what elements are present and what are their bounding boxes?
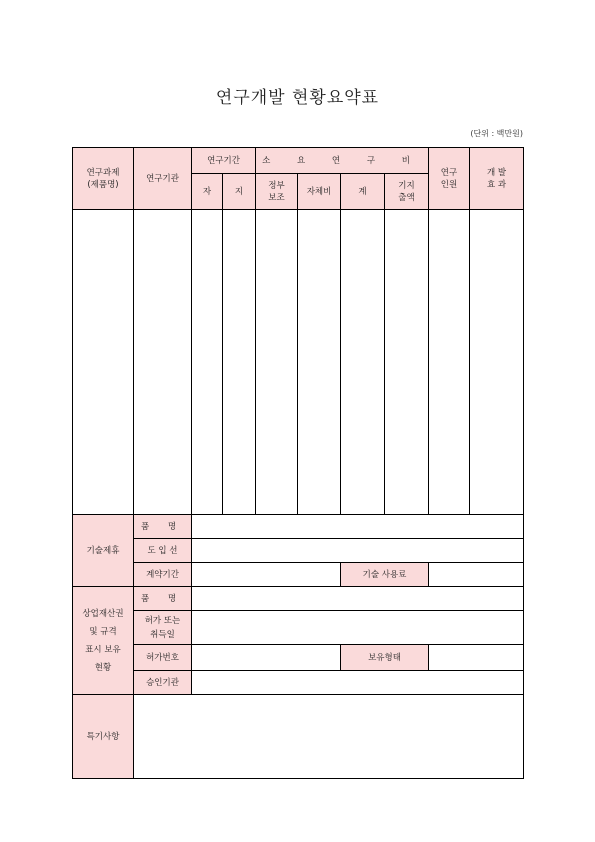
unit-note: (단위 : 백만원) — [470, 129, 523, 138]
cost-self-header: 자체비 — [298, 174, 341, 210]
cost-total-cell[interactable] — [341, 210, 385, 515]
cost-fund-cell[interactable] — [385, 210, 429, 515]
ip-approver-label: 승인기관 — [134, 671, 192, 695]
tech-item-field[interactable] — [192, 515, 524, 539]
summary-table — [72, 147, 524, 779]
ip-holding-label: 보유형태 — [341, 645, 429, 671]
ip-item-field[interactable] — [192, 587, 524, 611]
period-from-header: 자 — [192, 174, 223, 210]
project-header: 연구과제 (제품명) — [73, 148, 134, 210]
ip-holding-field[interactable] — [429, 645, 524, 671]
cost-gov-cell[interactable] — [256, 210, 298, 515]
ip-approver-field[interactable] — [192, 671, 524, 695]
tech-fee-field[interactable] — [429, 563, 524, 587]
tech-fee-label: 기술 사용료 — [341, 563, 429, 587]
ip-number-field[interactable] — [192, 645, 341, 671]
notes-label: 특기사항 — [73, 695, 134, 779]
cost-total-header: 계 — [341, 174, 385, 210]
staff-header: 연구 인원 — [429, 148, 470, 210]
cost-fund-header: 기지 출액 — [385, 174, 429, 210]
tech-contract-field[interactable] — [192, 563, 341, 587]
tech-source-label: 도 입 선 — [134, 539, 192, 563]
result-header: 개 발 효 과 — [470, 148, 524, 210]
institution-cell[interactable] — [134, 210, 192, 515]
tech-source-field[interactable] — [192, 539, 524, 563]
ip-permit-field[interactable] — [192, 611, 524, 645]
period-to-header: 지 — [223, 174, 256, 210]
result-cell[interactable] — [470, 210, 524, 515]
cost-header: 소 요 연 구 비 — [256, 148, 429, 174]
ip-item-label: 품 명 — [134, 587, 192, 611]
notes-field[interactable] — [134, 695, 524, 779]
ip-permit-label: 허가 또는 취득일 — [134, 611, 192, 645]
institution-header: 연구기관 — [134, 148, 192, 210]
page-title: 연구개발 현황요약표 — [215, 88, 380, 108]
project-cell[interactable] — [73, 210, 134, 515]
staff-cell[interactable] — [429, 210, 470, 515]
ip-section-label: 상업재산권 및 규격 표시 보유 현황 — [73, 587, 134, 695]
cost-gov-header: 정부 보조 — [256, 174, 298, 210]
cost-self-cell[interactable] — [298, 210, 341, 515]
ip-number-label: 허가번호 — [134, 645, 192, 671]
period-header: 연구기간 — [192, 148, 256, 174]
tech-contract-label: 계약기간 — [134, 563, 192, 587]
period-to-cell[interactable] — [223, 210, 256, 515]
tech-item-label: 품 명 — [134, 515, 192, 539]
tech-section-label: 기술제휴 — [73, 515, 134, 587]
period-from-cell[interactable] — [192, 210, 223, 515]
